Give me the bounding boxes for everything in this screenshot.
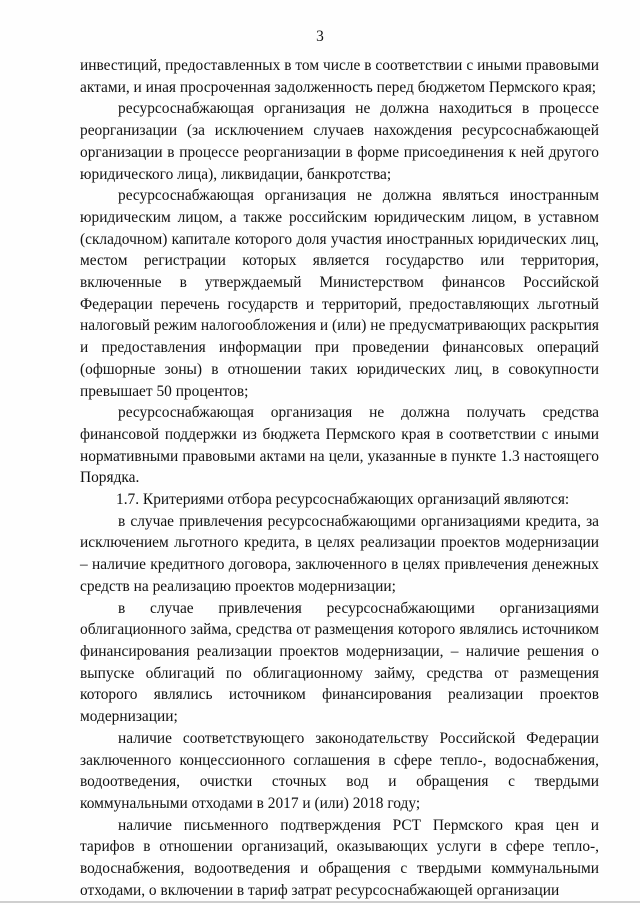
paragraph-concession: наличие соответствующего законодательству Российской Федерации заключенного концессионного соглашения в сфере тепло-, водоснабжения, водоотведения, очистки сточных вод и обращения с твердыми коммунальными отходами в 2017 и (или) 2018 году; — [80, 729, 599, 812]
paragraph-credit: в случае привлечения ресурсоснабжающими организациями кредита, за исключением льготного кредита, в целях реализации проектов модернизации – наличие кредитного договора, заключенного в целях привлечения денежных средств на реализацию проектов модернизации; — [80, 512, 599, 595]
paragraph-continuation: инвестиций, предоставленных в том числе в соответствии с иными правовыми актами, и иная просроченная задолженность перед бюджетом Пермского края; — [80, 57, 599, 96]
page-bottom-edge — [0, 901, 640, 903]
document-body — [80, 55, 599, 901]
paragraph-bond-loan: в случае привлечения ресурсоснабжающими организациями облигационного займа, средства от размещения которого являлись источником финансирования реализации проектов модернизации, – наличие решения о выпуске облигаций по облигационному займу, средства от размещения которого являлись источником финансирования реализации проектов модернизации; — [80, 599, 599, 726]
paragraph-financial-support: ресурсоснабжающая организация не должна получать средства финансовой поддержки из бюджета Пермского края в соответствии с иными нормативными правовыми актами на цели, указанные в пункте 1.3 настоящего Порядка. — [80, 404, 599, 487]
page-number: 3 — [316, 28, 324, 45]
paragraph-tariff-confirmation: наличие письменного подтверждения РСТ Пермского края цен и тарифов в отношении организаций, оказывающих услуги в сфере тепло-, водоснабжения, водоотведения и обращения с твердыми коммунальными отходами, о включении в тариф затрат ресурсоснабжающей организации — [80, 816, 599, 899]
paragraph-criteria-heading: 1.7. Критериями отбора ресурсоснабжающих организаций являются: — [116, 491, 570, 509]
paragraph-reorganization: ресурсоснабжающая организация не должна находиться в процессе реорганизации (за исключением случаев нахождения ресурсоснабжающей организации в процессе реорганизации в форме присоединения к ней другого юридического лица), ликвидации, банкротства; — [80, 100, 599, 183]
paragraph-foreign-entity: ресурсоснабжающая организация не должна являться иностранным юридическим лицом, а также российским юридическим лицом, в уставном (складочном) капитале которого доля участия иностранных юридических лиц, местом регистрации которых является государство или территория, включенные в утверждаемый Министерством финансов Российской Федерации перечень государств и территорий, предоставляющих льготный налоговый режим налогообложения и (или) не предусматривающих раскрытия и предоставления информации при проведении финансовых операций (офшорные зоны) в отношении таких юридических лиц, в совокупности превышает 50 процентов; — [80, 187, 599, 400]
